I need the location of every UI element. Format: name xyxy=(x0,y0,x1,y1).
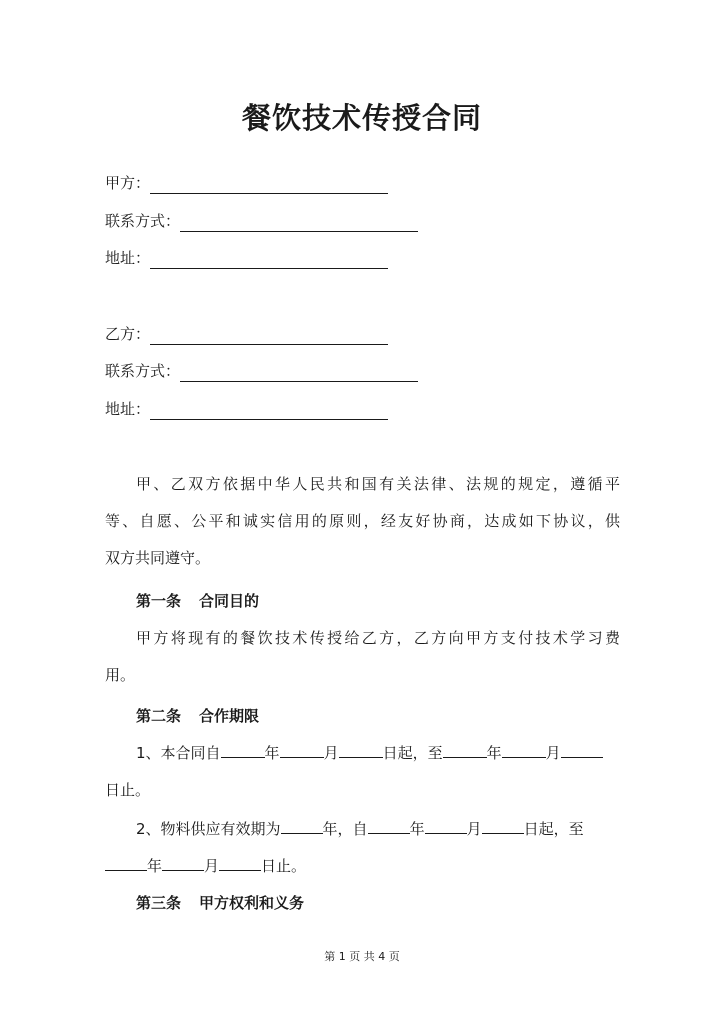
intro-paragraph xyxy=(105,466,620,577)
document-title: 餐饮技术传授合同 xyxy=(241,101,482,135)
party-a-name-label: 甲方： xyxy=(105,174,151,192)
article-1-line-1: 甲方将现有的餐饮技术传授给乙方，乙方向甲方支付技术学习费 xyxy=(136,629,620,647)
article-1-line-2: 用。 xyxy=(105,666,136,684)
supply-start-month-blank xyxy=(425,819,467,834)
party-a-address-blank xyxy=(150,252,388,269)
article-2-item-2-line-2 xyxy=(105,855,306,876)
article-1-heading xyxy=(136,590,259,611)
item-2-year: 年 xyxy=(409,820,425,838)
item-1-end: 日止。 xyxy=(105,781,151,799)
item-2-end-month: 月 xyxy=(204,857,220,875)
supply-end-day-blank xyxy=(219,856,261,871)
item-1-year-unit: 年 xyxy=(264,744,280,762)
article-1-paragraph xyxy=(105,620,620,694)
intro-line-2: 等、自愿、公平和诚实信用的原则，经友好协商，达成如下协议，供 xyxy=(105,512,620,530)
party-a-contact-blank xyxy=(180,215,418,232)
article-1-number: 第一条 xyxy=(136,592,182,610)
item-1-month-unit: 月 xyxy=(323,744,339,762)
supply-end-month-blank xyxy=(162,856,204,871)
end-month-blank xyxy=(502,743,546,758)
intro-line-1: 甲、乙双方依据中华人民共和国有关法律、法规的规定，遵循平 xyxy=(136,475,620,493)
party-b-address-blank xyxy=(150,403,388,420)
article-2-number: 第二条 xyxy=(136,707,182,725)
item-2-end-year: 年 xyxy=(147,857,163,875)
item-2-day-from: 日起，至 xyxy=(523,820,584,838)
item-1-day-from: 日起，至 xyxy=(382,744,443,762)
party-b-name-field xyxy=(105,323,388,345)
supply-start-year-blank xyxy=(368,819,410,834)
end-day-blank xyxy=(561,743,603,758)
article-3-number: 第三条 xyxy=(136,894,182,912)
party-b-contact-blank xyxy=(180,365,418,382)
supply-end-year-blank xyxy=(105,856,147,871)
article-1-name: 合同目的 xyxy=(199,592,260,610)
article-2-name: 合作期限 xyxy=(199,707,260,725)
party-a-address-label: 地址： xyxy=(105,249,151,267)
supply-years-blank xyxy=(281,819,323,834)
start-year-blank xyxy=(221,743,265,758)
item-2-end: 日止。 xyxy=(261,857,307,875)
supply-start-day-blank xyxy=(482,819,524,834)
item-1-prefix: 1、本合同自 xyxy=(136,744,221,762)
item-2-month: 月 xyxy=(466,820,482,838)
item-1-end-month-unit: 月 xyxy=(545,744,561,762)
party-a-address-field xyxy=(105,247,388,269)
article-3-name: 甲方权利和义务 xyxy=(199,894,305,912)
article-3-heading xyxy=(136,892,304,913)
item-2-prefix: 2、物料供应有效期为 xyxy=(136,820,281,838)
article-2-item-2-line-1 xyxy=(136,818,584,839)
party-b-name-label: 乙方： xyxy=(105,325,151,343)
article-2-item-1-line-1 xyxy=(136,742,603,763)
start-month-blank xyxy=(280,743,324,758)
article-2-heading xyxy=(136,705,259,726)
party-a-name-blank xyxy=(150,177,388,194)
party-b-contact-label: 联系方式： xyxy=(105,362,181,380)
party-a-contact-field xyxy=(105,210,418,232)
article-2-item-1-line-2 xyxy=(105,779,150,800)
intro-line-3: 双方共同遵守。 xyxy=(105,549,211,567)
party-a-contact-label: 联系方式： xyxy=(105,212,181,230)
start-day-blank xyxy=(339,743,383,758)
item-1-end-year-unit: 年 xyxy=(486,744,502,762)
party-b-contact-field xyxy=(105,360,418,382)
item-2-year-unit: 年，自 xyxy=(322,820,368,838)
page-footer: 第 1 页 共 4 页 xyxy=(324,950,400,963)
party-b-name-blank xyxy=(150,328,388,345)
end-year-blank xyxy=(443,743,487,758)
party-b-address-label: 地址： xyxy=(105,400,151,418)
party-a-name-field xyxy=(105,172,388,194)
party-b-address-field xyxy=(105,398,388,420)
